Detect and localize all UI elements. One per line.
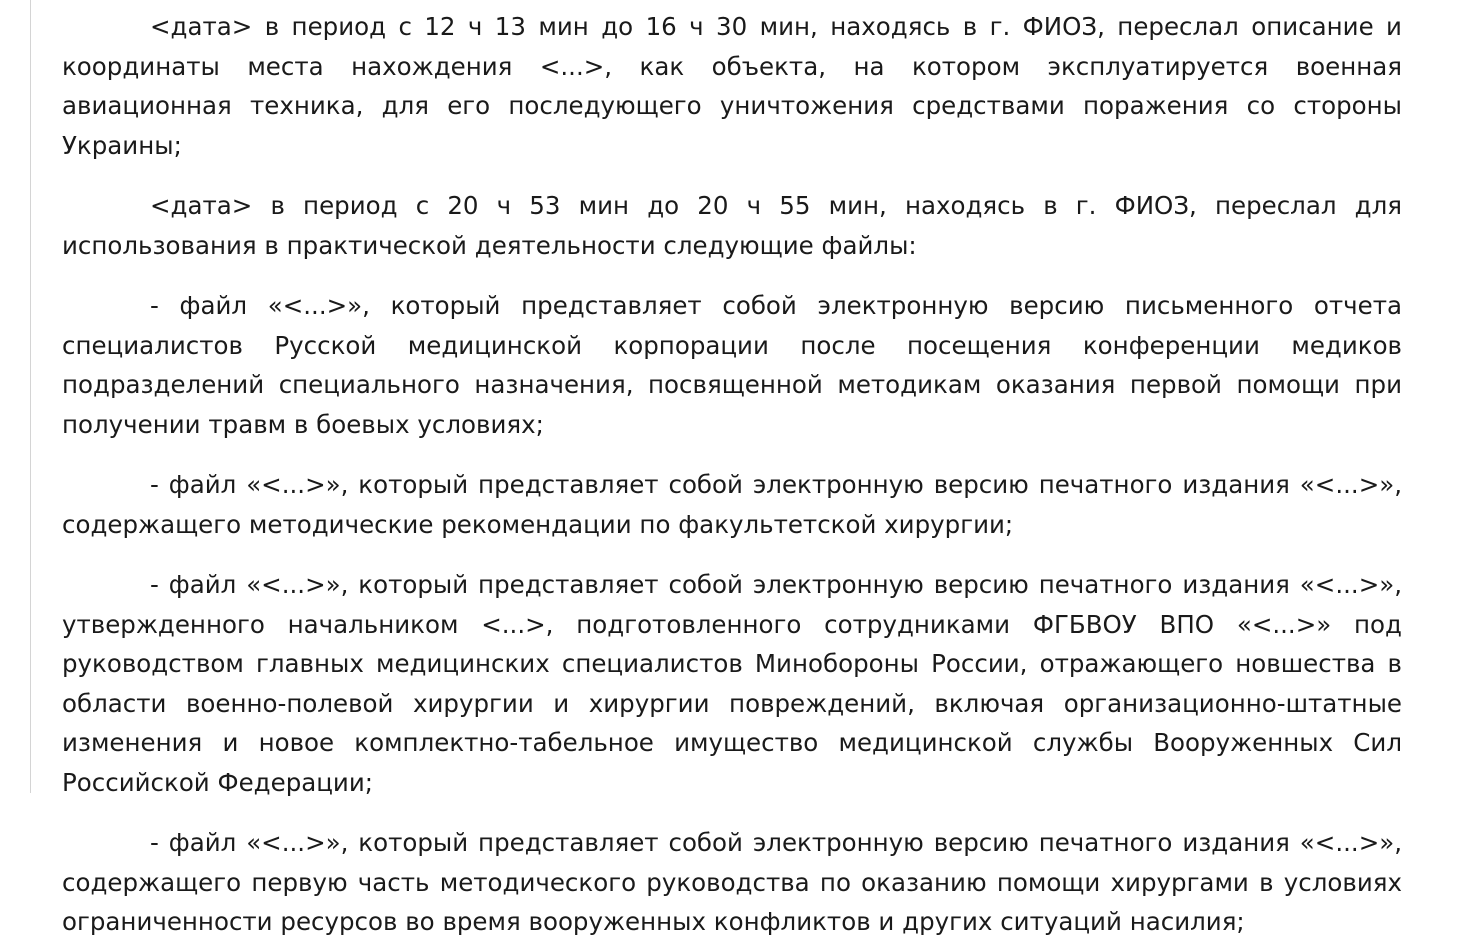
paragraph: - файл «<...>», который представляет собой электронную версию письменного отчета специалистов Русской медицинской корпорации после посещения конференции медиков подразделений специального назначения, посвященной методикам оказания первой помощи при получении травм в боевых условиях;	[62, 291, 1402, 439]
paragraph: - файл «<...>», который представляет собой электронную версию печатного издания «<...>», утвержденного начальником <...>, подготовленного сотрудниками ФГБВОУ ВПО «<...>» под руководством главных медицинских специалистов Минобороны России, отражающего новшества в области военно-полевой хирургии и хирургии повреждений, включая организационно-штатные изменения и новое комплектно-табельное имущество медицинской службы Вооруженных Сил Российской Федерации;	[62, 570, 1402, 797]
paragraph: - файл «<...>», который представляет собой электронную версию печатного издания «<...>», содержащего первую часть методического руководства по оказанию помощи хирургами в условиях ограниченности ресурсов во время вооруженных конфликтов и других ситуаций насилия;	[62, 828, 1402, 936]
document-text-body	[62, 0, 1402, 942]
page-left-rule	[30, 0, 31, 793]
paragraph: <дата> в период с 20 ч 53 мин до 20 ч 55 мин, находясь в г. ФИОЗ, переслал для использования в практической деятельности следующие файлы:	[62, 191, 1402, 260]
paragraph: - файл «<...>», который представляет собой электронную версию печатного издания «<...>», содержащего методические рекомендации по факультетской хирургии;	[62, 470, 1402, 539]
paragraph: <дата> в период с 12 ч 13 мин до 16 ч 30 мин, находясь в г. ФИОЗ, переслал описание и координаты места нахождения <...>, как объекта, на котором эксплуатируется военная авиационная техника, для его последующего уничтожения средствами поражения со стороны Украины;	[62, 12, 1402, 160]
